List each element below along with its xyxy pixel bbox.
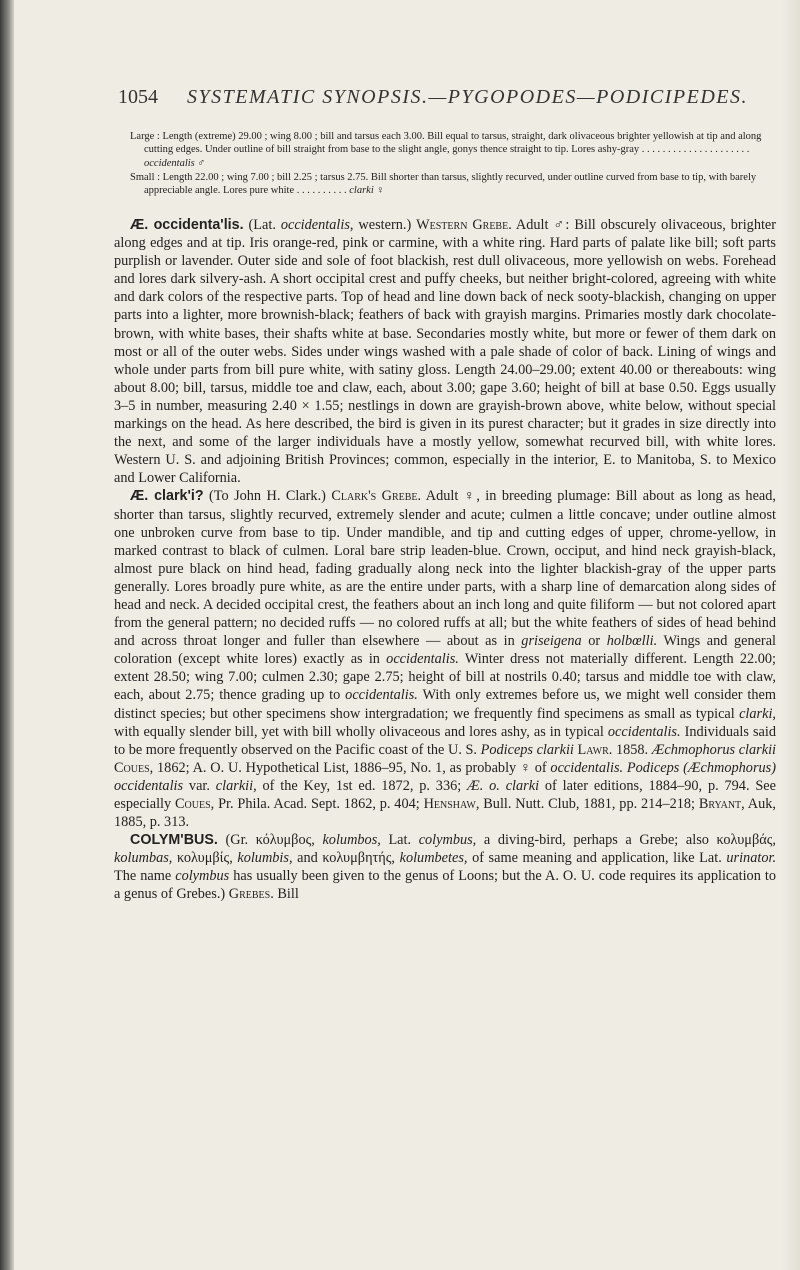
genus-name: COLYM'BUS.	[130, 832, 218, 849]
species-name: Æ. clark'i?	[130, 488, 204, 505]
size-key	[130, 130, 776, 198]
entry-occidentalis: Æ. occidenta'lis. (Lat. occidentalis, western.) Western Grebe. Adult ♂: Bill obscurely olivaceous, brighter along edges and at tip. Iris orange-red, pink or carmine, with a white ring. Hard parts of palate like bill; soft parts purplish or lavender. Outer side and sole of foot blackish, rest dull olivaceous, more yellowish on webs. Forehead and lores dark silvery-ash. A short occipital crest and puffy cheeks, but neither bright-colored, agreeing with white and dark colors of the respective parts. Top of head and line down back of neck sooty-blackish, changing on upper parts into a lighter, more brownish-black; feathers of back with grayish margins. Primaries mostly dark chocolate-brown, with white bases, their shafts white at base. Secondaries mostly white, but more or fewer of them dark on most or all of the outer webs. Sides under wings washed with a pale shade of color of back. Lining of wings and whole under parts from bill pure white, with satiny gloss. Length 24.00–29.00; extent 40.00 or thereabouts: wing about 8.00; bill, tarsus, middle toe and claw, each, about 3.00; gape 3.60; height of bill at base 0.50. Eggs usually 3–5 in number, measuring 2.40 × 1.55; nestlings in down are grayish-brown above, white below, without special markings on the head. As here described, the bird is given in its purest character; but it grades in size directly into the next, and some of the larger individuals have a mostly yellow, somewhat recurved bill, with white lores. Western U. S. and adjoining British Provinces; common, especially in the interior, E. to Manitoba, S. to Mexico and Lower California.	[114, 217, 777, 487]
body-text	[114, 216, 776, 904]
key-line-large: Large : Length (extreme) 29.00 ; wing 8.00 ; bill and tarsus each 3.00. Bill equal to tarsus, straight, dark olivaceous brighter yellowish at tip and along cutting edges. Under outline of bill straight from base to the slight angle, gonys thence straight to tip. Lores ashy-gray . . . . . . . . . . . . . . . . . . . . . occidentalis ♂	[130, 131, 762, 169]
page-edge	[782, 0, 800, 1270]
page-number: 1054	[118, 86, 158, 108]
entry-colymbus: COLYM'BUS. (Gr. κόλυμβος, kolumbos, Lat. colymbus, a diving-bird, perhaps a Grebe; also κολυμβάς, kolumbas, κολυμβίς, kolumbis, and κολυμβητής, kolumbetes, of same meaning and application, like Lat. urinator. The name colymbus has usually been given to the genus of Loons; but the A. O. U. code requires its application to a genus of Grebes.) Grebes. Bill	[114, 832, 777, 903]
species-name: Æ. occidenta'lis.	[130, 217, 244, 233]
common-name: Western Grebe.	[416, 217, 512, 233]
running-header	[118, 86, 778, 116]
book-spine-shadow	[0, 0, 14, 1270]
running-title: SYSTEMATIC SYNOPSIS.—PYGOPODES—PODICIPEDES.	[187, 86, 748, 108]
key-line-small: Small : Length 22.00 ; wing 7.00 ; bill 2.25 ; tarsus 2.75. Bill shorter than tarsus, slightly recurved, under outline curved from base to tip, with barely appreciable angle. Lores pure white . . . . . . . . . . clarki ♀	[130, 171, 757, 197]
entry-clarkii: Æ. clark'i? (To John H. Clark.) Clark's Grebe. Adult ♀, in breeding plumage: Bill about as long as head, shorter than tarsus, slightly recurved, extremely slender and acute; culmen a little concave; under outline almost one unbroken curve from base to tip. Under mandible, and tip and cutting edges of upper, chrome-yellow, in marked contrast to black of culmen. Loral bare strip leaden-blue. Crown, occiput, and hind neck grayish-black, almost pure black on hind head, fading gradually along neck into the lighter blackish-gray of the upper parts generally. Lores broadly pure white, as are the entire under parts, with a sharp line of demarcation along sides of head and neck. A decided occipital crest, the feathers about an inch long and quite filiform — but not colored apart from the general pattern; no decided ruffs — no colored ruffs at all; but the white feathers of sides of head behind and across throat longer and fuller than elsewhere — about as in griseigena or holbœlli. Wings and general coloration (except white lores) exactly as in occidentalis. Winter dress not materially different. Length 22.00; extent 28.50; wing 7.00; culmen 2.30; gape 2.75; height of bill at nostrils 0.40; tarsus and middle toe with claw, each, about 2.75; thence grading up to occidentalis. With only extremes before us, we might well consider them distinct species; but other specimens show intergradation; we frequently find specimens as small as typical clarki, with equally slender bill, yet with bill wholly olivaceous and lores ashy, as in typical occidentalis. Individuals said to be more frequently observed on the Pacific coast of the U. S. Podiceps clarkii Lawr. 1858. Æchmophorus clarkii Coues, 1862; A. O. U. Hypothetical List, 1886–95, No. 1, as probably ♀ of occidentalis. Podiceps (Æchmophorus) occidentalis var. clarkii, of the Key, 1st ed. 1872, p. 336; Æ. o. clarki of later editions, 1884–90, p. 794. See especially Coues, Pr. Phila. Acad. Sept. 1862, p. 404; Henshaw, Bull. Nutt. Club, 1881, pp. 214–218; Bryant, Auk, 1885, p. 313.	[114, 488, 777, 831]
common-name: Clark's Grebe.	[331, 488, 422, 505]
